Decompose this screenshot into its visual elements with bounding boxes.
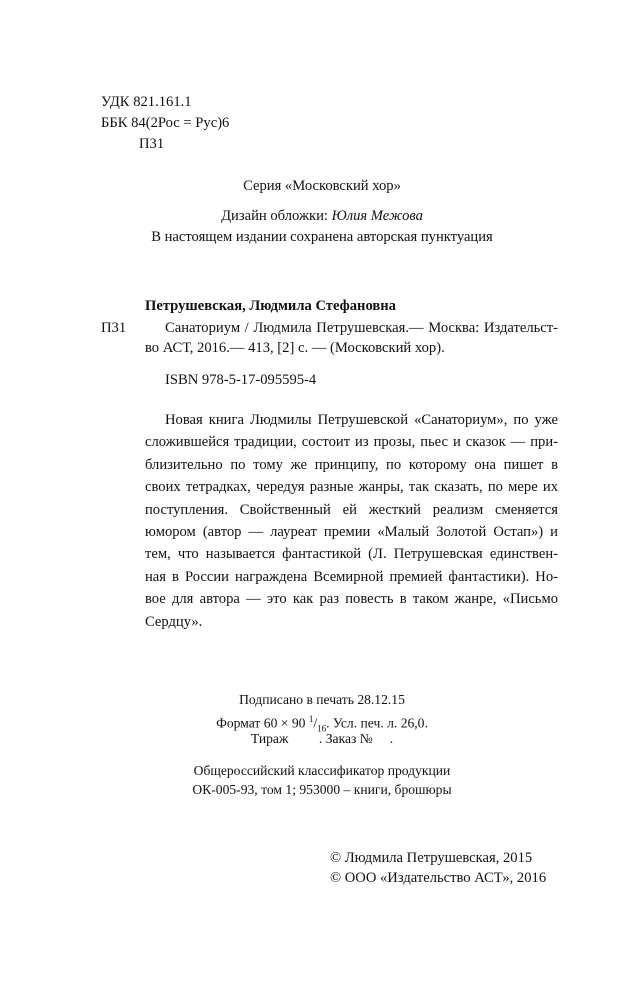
annotation-line: Новая книга Людмилы Петрушевской «Санаториум», по уже	[165, 412, 558, 428]
signed-to-print: Подписано в печать 28.12.15	[239, 692, 405, 707]
format-prefix: Формат 60 × 90	[216, 715, 309, 731]
annotation-line: сложившейся традиции, состоит из прозы, пьес и сказок — при-	[145, 434, 558, 451]
cover-design-line	[0, 206, 644, 226]
cover-design-label: Дизайн обложки:	[221, 208, 332, 224]
annotation-line: близительно по тому же принципу, по которому она пишет в	[145, 456, 558, 473]
cover-designer-name: Юлия Межова	[331, 208, 423, 224]
annotation-line: ная в России награждена Всемирной премией фантастики). Но-	[145, 568, 558, 585]
copyright-author: © Людмила Петрушевская, 2015	[330, 850, 533, 866]
annotation-line: поступления. Свойственный ей жесткий реализм сменяется	[145, 501, 558, 518]
bibliographic-line-1: Санаториум / Людмила Петрушевская.— Москва: Издательст-	[165, 320, 558, 336]
bibliographic-description	[145, 318, 558, 358]
format-line: Формат 60 × 90 $^1/_{16}$. Усл. печ. л. 26,0.	[216, 713, 428, 733]
copyright-block	[330, 848, 546, 888]
classification-codes	[101, 92, 229, 155]
format-suffix: . Усл. печ. л. 26,0.	[326, 715, 428, 731]
author-heading: Петрушевская, Людмила Стефановна	[145, 298, 396, 314]
copyright-publisher: © ООО «Издательство АСТ», 2016	[330, 870, 547, 886]
classifier-line-2: ОК-005-93, том 1; 953000 – книги, брошюры	[192, 782, 452, 797]
format-denominator: 16	[317, 722, 327, 733]
format-numerator: 1	[308, 713, 314, 724]
annotation-line: юмором (автор — лауреат премии «Малый Золотой Остап») и	[145, 523, 558, 540]
bibliographic-mark: П31	[101, 320, 127, 336]
bbk-code: ББК 84(2Рос = Рус)6	[101, 115, 230, 131]
annotation-line: тем, что называется фантастикой (Л. Петрушевская единствен-	[145, 546, 558, 563]
udk-code: УДК 821.161.1	[101, 94, 192, 110]
isbn: ISBN 978-5-17-095595-4	[165, 372, 317, 388]
classifier-line-1: Общероссийский классификатор продукции	[193, 762, 451, 778]
punctuation-note: В настоящем издании сохранена авторская пунктуация	[151, 229, 493, 245]
imprint-block	[0, 690, 644, 800]
series-line: Серия «Московский хор»	[243, 178, 401, 194]
annotation-line: вое для автора — это как раз повесть в таком жанре, «Письмо	[145, 591, 558, 608]
print-run-line: Тираж . Заказ № .	[250, 731, 394, 746]
author-mark: П31	[139, 136, 165, 152]
annotation-line: своих тетрадках, чередуя разные жанры, так сказать, по мере их	[145, 479, 558, 496]
annotation-paragraph	[145, 410, 558, 634]
bibliographic-line-2: во АСТ, 2016.— 413, [2] с. — (Московский хор).	[145, 340, 445, 356]
annotation-line: Сердцу».	[145, 613, 203, 630]
